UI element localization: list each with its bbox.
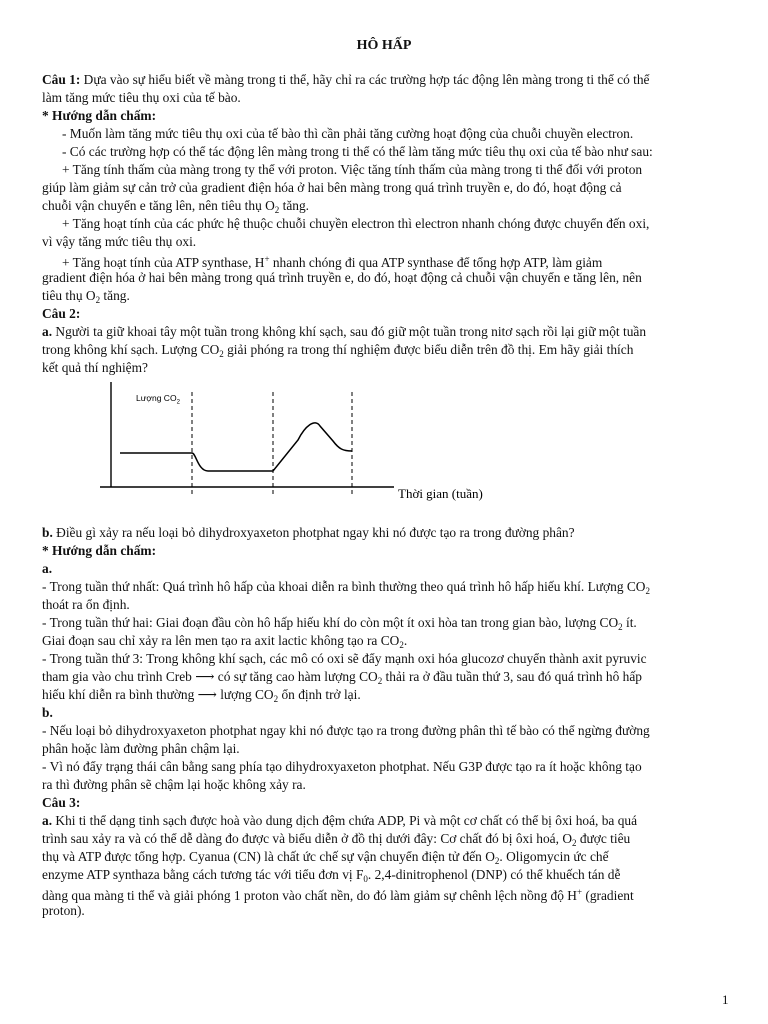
page-title: HÔ HẤP xyxy=(356,38,412,53)
q3-text-line: proton). xyxy=(42,903,85,918)
q1-answer-line: + Tăng tính thấm của màng trong ty thể với proton. Việc tăng tính thấm của màng trong ti thể đối với proton xyxy=(62,162,643,177)
q1-answer-line: giúp làm giảm sự cản trở của gradient điện hóa ở hai bên màng trong quá trình truyền e, do đó, hoạt động cả xyxy=(42,180,622,195)
page-number: 1 xyxy=(722,992,729,1007)
x-axis-label: Thời gian (tuần) xyxy=(398,486,483,501)
q2-guide-heading: * Hướng dẫn chấm: xyxy=(42,543,157,558)
q2a-question-line3: kết quả thí nghiệm? xyxy=(42,360,148,375)
q1-question: Câu 1: Dựa vào sự hiểu biết về màng trong ti thể, hãy chỉ ra các trường hợp tác động lên màng trong ti thể có thể xyxy=(42,72,650,87)
q1-answer-line: + Tăng hoạt tính của các phức hệ thuộc chuỗi chuyền electron thì electron nhanh chóng được chuyển đến oxi, xyxy=(62,216,650,231)
q2-answer-line: - Trong tuần thứ nhất: Quá trình hô hấp của khoai diễn ra bình thường theo quá trình hô hấp hiếu khí. Lượng $CO_2$ xyxy=(42,579,650,596)
q3-text-line: trình sau xảy ra và có thể dễ dàng đo được và biểu diễn ở đồ thị dưới đây: Cơ chất đó bị ôxi hoá, $O_2$ được tiêu xyxy=(42,831,631,848)
q2-answer-a-label: a. xyxy=(42,561,53,576)
q1-answer-line: - Có các trường hợp có thể tác động lên màng trong ti thể có thể làm tăng mức tiêu thụ oxi của tế bào như sau: xyxy=(62,144,653,159)
q2-answer-line: - Vì nó đẩy trạng thái cân bằng sang phía tạo dihydroxyaxeton photphat. Nếu G3P được tạo ra ít hoặc không tạo xyxy=(42,759,642,774)
q2-answer-line: phân hoặc làm đường phân chậm lại. xyxy=(42,741,240,756)
q1-guide-heading: * Hướng dẫn chấm: xyxy=(42,108,157,123)
q2-answer-line: Giai đoạn sau chỉ xảy ra lên men tạo ra axit lactic không tạo ra $CO_2$. xyxy=(42,633,408,650)
co2-curve xyxy=(120,423,352,471)
q2a-question-line2: trong không khí sạch. Lượng $CO_2$ giải phóng ra trong thí nghiệm được biểu diễn trên đồ thị. Em hãy giải thích xyxy=(42,342,634,359)
q2a-question: a. Người ta giữ khoai tây một tuần trong không khí sạch, sau đó giữ một tuần trong nitơ sạch rồi lại giữ một tuần xyxy=(42,324,647,339)
q3-text-line: thụ và ATP được tổng hợp. Cyanua (CN) là chất ức chế sự vận chuyển điện tử đến $O_2$. Oligomycin ức chế xyxy=(42,849,609,866)
q1-label: Câu 1: xyxy=(42,72,81,87)
q2-answer-line: thoát ra ổn định. xyxy=(42,597,130,612)
q1-answer-line: vì vậy tăng mức tiêu thụ oxi. xyxy=(42,234,197,249)
q2-label: Câu 2: xyxy=(42,306,81,321)
q2b-question: b. Điều gì xảy ra nếu loại bỏ dihydroxyaxeton photphat ngay khi nó được tạo ra trong đường phân? xyxy=(42,525,575,540)
q3-label: Câu 3: xyxy=(42,795,81,810)
y-axis-label: Lượng $CO_2$ xyxy=(136,393,180,406)
q2-answer-line: - Nếu loại bỏ dihydroxyaxeton photphat ngay khi nó được tạo ra trong đường phân thì tế bào có thể ngừng đường xyxy=(42,723,650,738)
q2-answer-line: - Trong tuần thứ 3: Trong không khí sạch, các mô có oxi sẽ đẩy mạnh oxi hóa glucozơ chuyển thành axit pyruvic xyxy=(42,651,647,666)
q3-text-line: enzyme ATP synthaza bằng cách tương tác với tiểu đơn vị $F_0$. 2,4-dinitrophenol (DNP) có thể khuếch tán dễ xyxy=(42,867,621,884)
q3-text-line: a. Khi ti thể dạng tinh sạch được hoà vào dung dịch đệm chứa ADP, Pi và một cơ chất có thể bị ôxi hoá, ba quá xyxy=(42,813,638,828)
q1-answer-line: chuỗi vận chuyển e tăng lên, nên tiêu thụ $O_2$ tăng. xyxy=(42,198,310,215)
q1-answer-line: gradient điện hóa ở hai bên màng trong quá trình truyền e, do đó, hoạt động cả chuỗi vận chuyển e tăng lên, nên xyxy=(42,270,642,285)
q1-answer-line: - Muốn làm tăng mức tiêu thụ oxi của tế bào thì cần phải tăng cường hoạt động của chuỗi chuyền electron. xyxy=(62,126,634,141)
q2-answer-line: hiếu khí diễn ra bình thường ⟶ lượng $CO_2$ ổn định trở lại. xyxy=(42,687,361,704)
q1-question-line2: làm tăng mức tiêu thụ oxi của tế bào. xyxy=(42,90,241,105)
q1-answer-line: + Tăng hoạt tính của ATP synthase, H+ nhanh chóng đi qua ATP synthase để tổng hợp ATP, làm giảm xyxy=(62,254,603,270)
co2-graph xyxy=(90,378,510,516)
q1-answer-line: tiêu thụ $O_2$ tăng. xyxy=(42,288,130,305)
q3-text-line: dàng qua màng ti thể và giải phóng 1 proton vào chất nền, do đó làm giảm sự chênh lệch nồng độ H+ (gradient xyxy=(42,887,634,903)
q2-answer-line: - Trong tuần thứ hai: Giai đoạn đầu còn hô hấp hiếu khí do còn một ít oxi hòa tan trong gian bào, lượng $CO_2$ ít. xyxy=(42,615,637,632)
q2-answer-line: ra thì đường phân sẽ chậm lại hoặc không xảy ra. xyxy=(42,777,306,792)
q2-answer-b-label: b. xyxy=(42,705,53,720)
q2-answer-line: tham gia vào chu trình Creb ⟶ có sự tăng cao hàm lượng $CO_2$ thải ra ở đầu tuần thứ 3, sau đó quá trình hô hấp xyxy=(42,669,642,686)
